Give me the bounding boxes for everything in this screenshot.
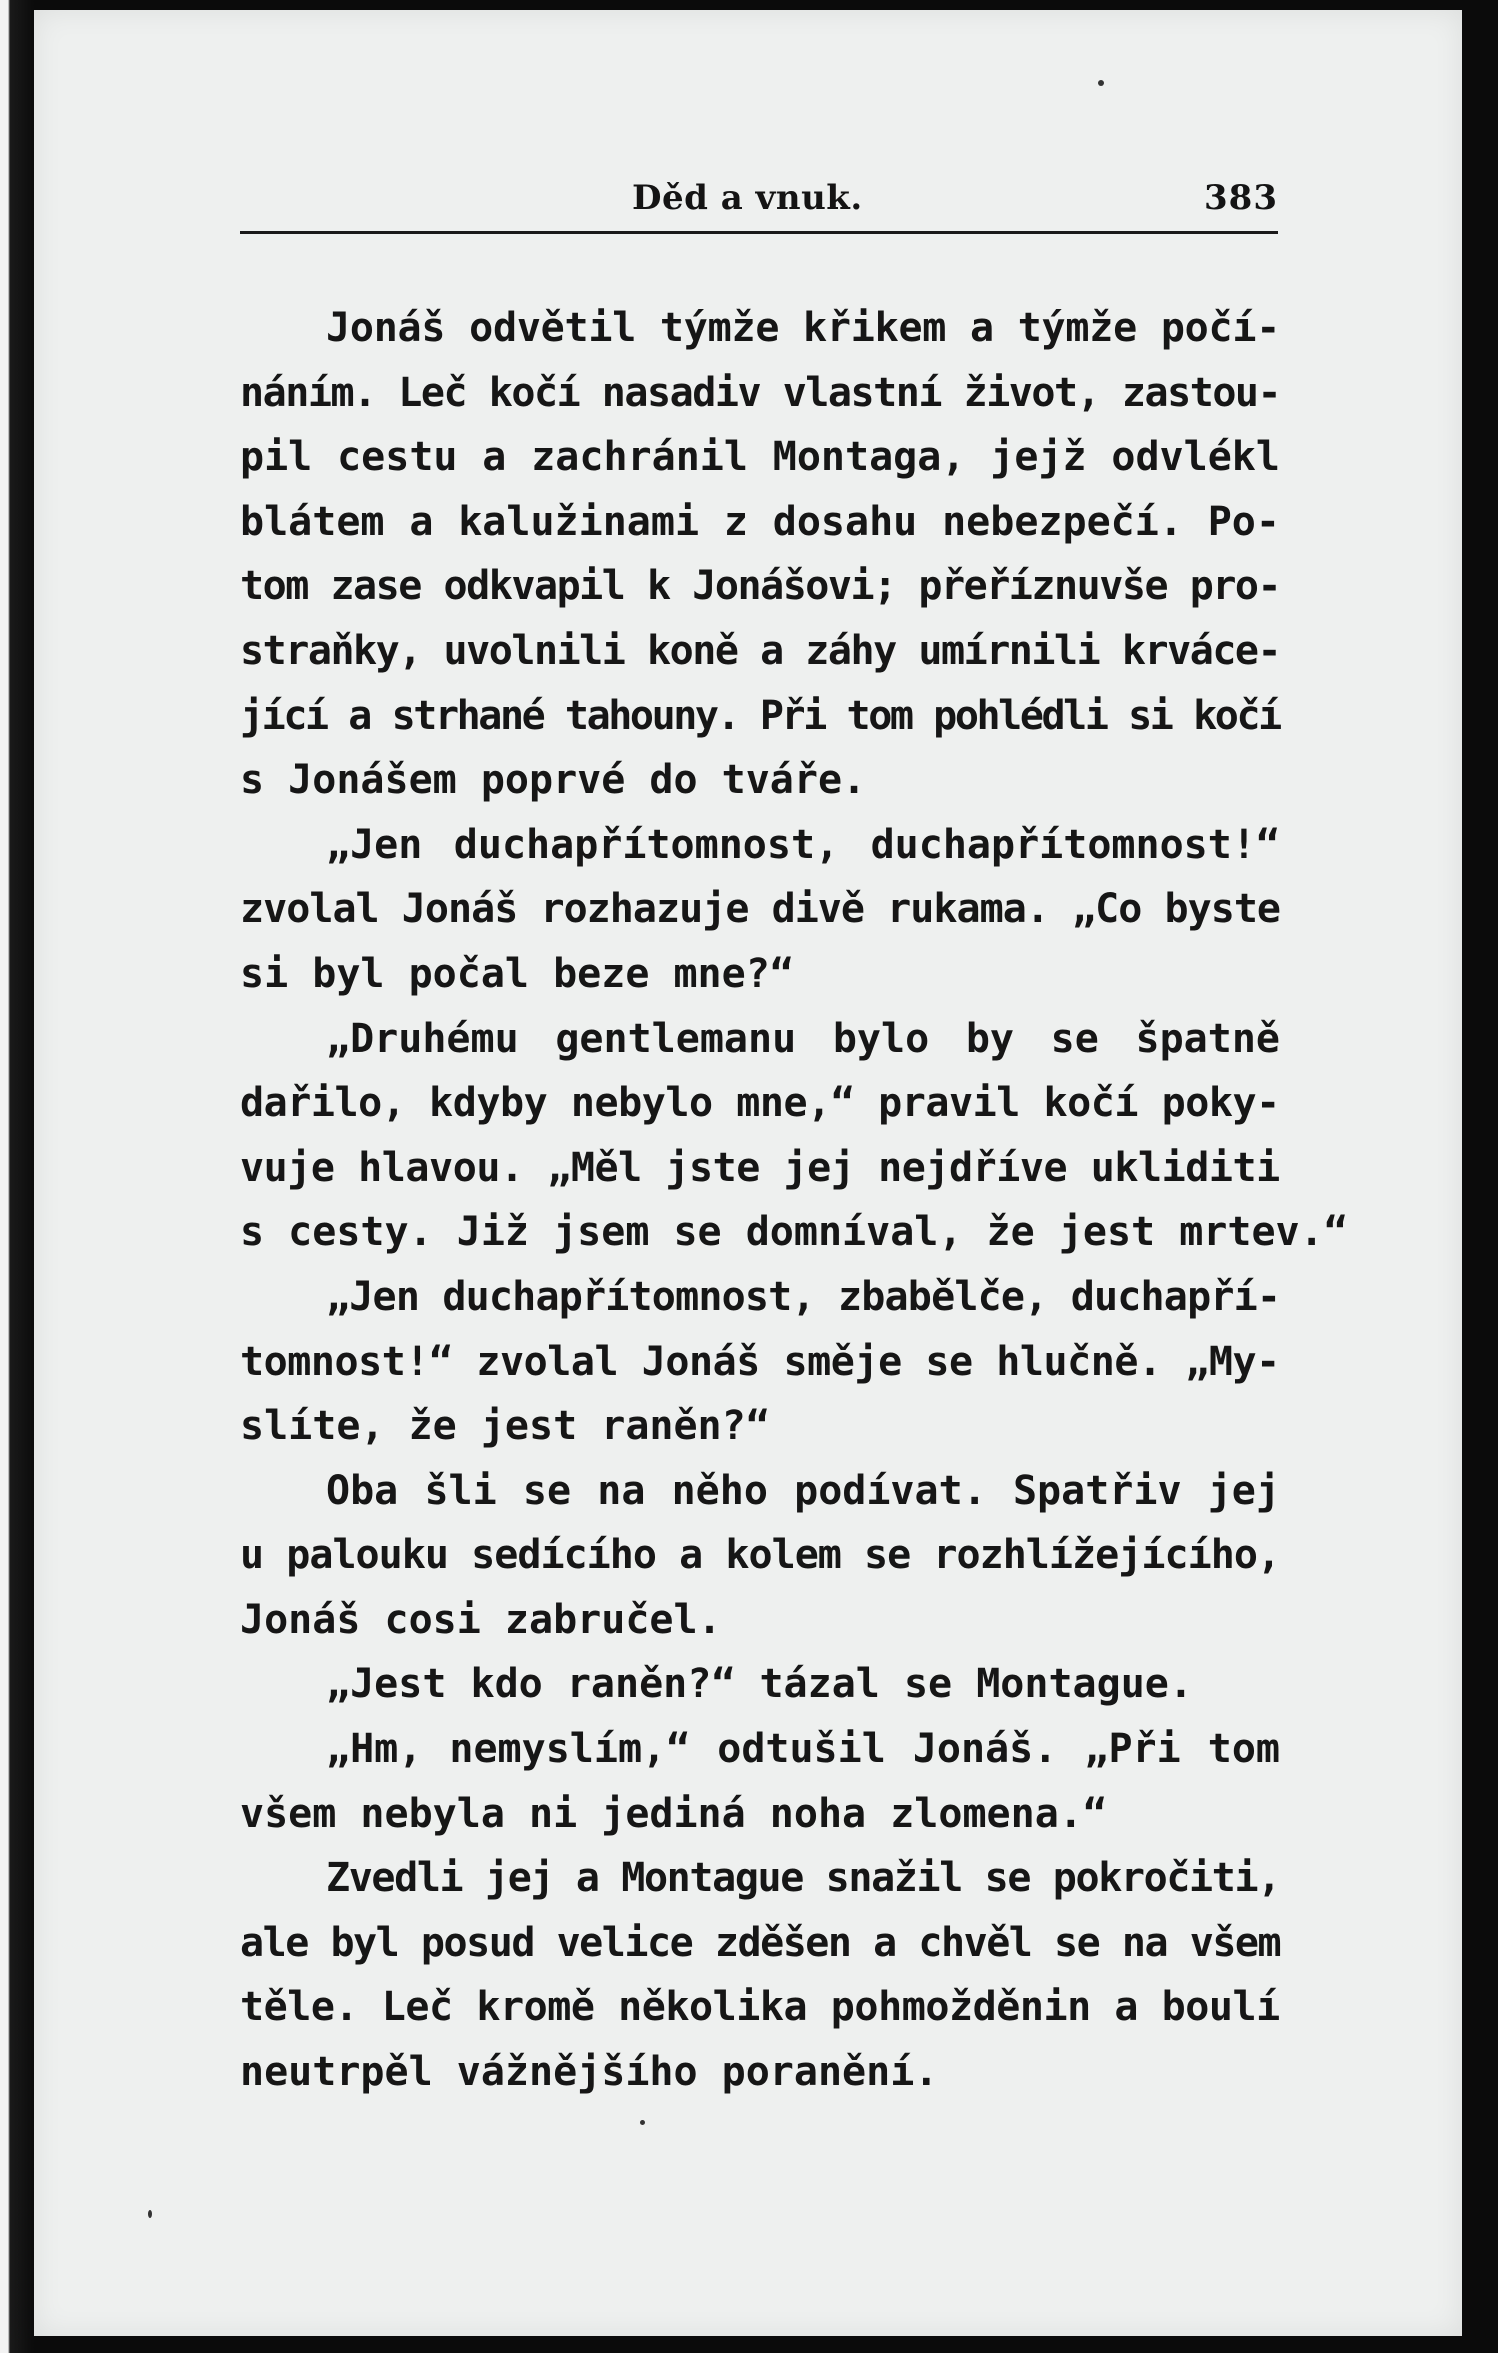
- text-line: u palouku sedícího a kolem se rozhlížejícího,: [240, 1532, 1281, 1579]
- text-line: vuje hlavou. „Měl jste jej nejdříve ukliditi: [240, 1144, 1280, 1191]
- text-line: zvolal Jonáš rozhazuje divě rukama. „Co byste: [240, 886, 1281, 933]
- text-line: „Hm, nemyslím,“ odtušil Jonáš. „Při tom: [326, 1726, 1280, 1773]
- paper-speck: [148, 2210, 152, 2218]
- running-title: Děd a vnuk.: [632, 178, 863, 218]
- text-line: blátem a kalužinami z dosahu nebezpečí. Po-: [240, 498, 1280, 545]
- text-line: ale byl posud velice zděšen a chvěl se na všem: [240, 1919, 1281, 1966]
- text-line: jící a strhané tahouny. Při tom pohlédli si kočí: [240, 692, 1280, 739]
- text-line: Zvedli jej a Montague snažil se pokročiti,: [326, 1855, 1280, 1902]
- body-text: [240, 296, 1348, 2105]
- paper-speck: [640, 2120, 645, 2125]
- header-rule: [240, 231, 1278, 234]
- page-header: [240, 178, 1278, 228]
- text-line: Oba šli se na něho podívat. Spatřiv jej: [326, 1467, 1280, 1514]
- text-line: straňky, uvolnili koně a záhy umírnili krváce-: [240, 627, 1281, 674]
- text-line: „Jen duchapřítomnost, duchapřítomnost!“: [326, 821, 1280, 868]
- text-line: si byl počal beze mne?“: [240, 950, 794, 997]
- page-number: 383: [1204, 178, 1278, 218]
- text-line: dařilo, kdyby nebylo mne,“ pravil kočí poky-: [240, 1080, 1280, 1127]
- text-line: s cesty. Již jsem se domníval, že jest mrtev.“: [240, 1209, 1348, 1256]
- text-line: Jonáš cosi zabručel.: [240, 1596, 722, 1643]
- text-line: neutrpěl vážnějšího poranění.: [240, 2049, 939, 2096]
- text-line: „Druhému gentlemanu bylo by se špatně: [326, 1015, 1280, 1062]
- text-line: těle. Leč kromě několika pohmožděnin a boulí: [240, 1984, 1280, 2031]
- text-line: Jonáš odvětil týmže křikem a týmže počí-: [326, 305, 1281, 351]
- text-line: všem nebyla ni jediná noha zlomena.“: [240, 1790, 1107, 1837]
- text-line: slíte, že jest raněn?“: [240, 1403, 770, 1450]
- text-line: „Jest kdo raněn?“ tázal se Montague.: [326, 1661, 1193, 1708]
- paper-speck: [1098, 80, 1104, 86]
- text-line: „Jen duchapřítomnost, zbabělče, duchapří-: [326, 1273, 1281, 1320]
- text-line: tom zase odkvapil k Jonášovi; přeříznuvše pro-: [240, 563, 1281, 610]
- text-line: tomnost!“ zvolal Jonáš směje se hlučně. „My-: [240, 1338, 1280, 1385]
- text-line: pil cestu a zachránil Montaga, jejž odvlékl: [240, 434, 1280, 481]
- text-line: s Jonášem poprvé do tváře.: [240, 757, 867, 804]
- book-spine-edge: [0, 0, 34, 2353]
- text-line: náním. Leč kočí nasadiv vlastní život, zastou-: [240, 369, 1281, 416]
